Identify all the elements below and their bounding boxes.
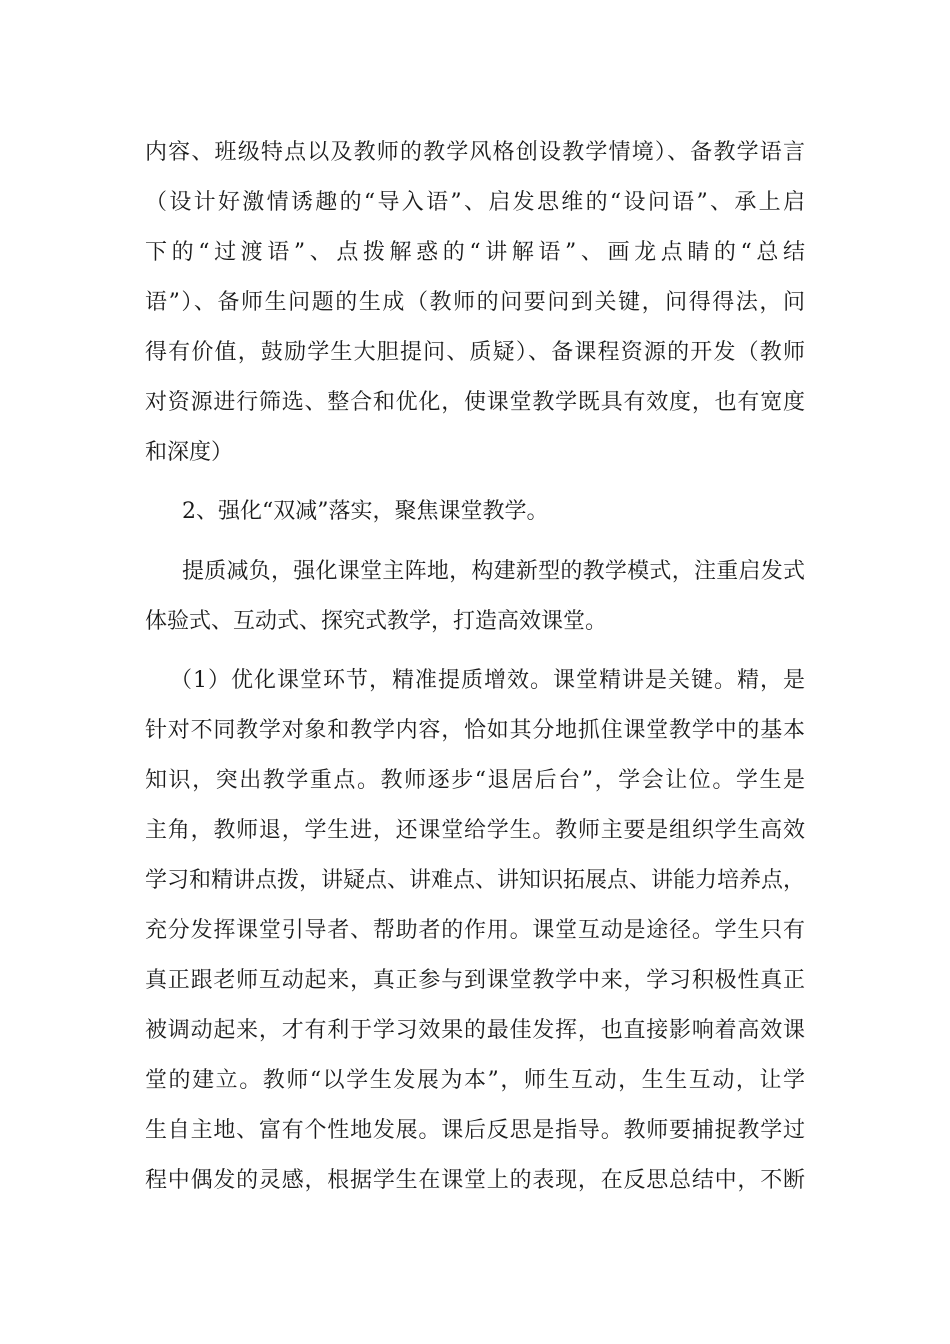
paragraph-line: （1）优化课堂环节，精准提质增效。课堂精讲是关键。精，是 xyxy=(170,668,805,693)
paragraph-line: 生自主地、富有个性地发展。课后反思是指导。教师要捕捉教学过 xyxy=(145,1118,805,1143)
paragraph-line: 内容、班级特点以及教师的教学风格创设教学情境）、备教学语言 xyxy=(145,140,805,165)
paragraph-line: 对资源进行筛选、整合和优化，使课堂教学既具有效度，也有宽度 xyxy=(145,390,805,415)
paragraph-line: 得有价值，鼓励学生大胆提问、质疑）、备课程资源的开发（教师 xyxy=(145,340,805,365)
paragraph-line: 充分发挥课堂引导者、帮助者的作用。课堂互动是途径。学生只有 xyxy=(145,918,805,943)
paragraph-line: （设计好激情诱趣的“导入语”、启发思维的“设问语”、承上启 xyxy=(145,190,805,215)
paragraph-line: 语”）、备师生问题的生成（教师的问要问到关键，问得得法，问 xyxy=(145,290,805,315)
paragraph-line: 和深度） xyxy=(145,440,234,465)
paragraph-line: 学习和精讲点拨，讲疑点、讲难点、讲知识拓展点、讲能力培养点， xyxy=(145,868,806,893)
paragraph-line: 主角，教师退，学生进，还课堂给学生。教师主要是组织学生高效 xyxy=(145,818,805,843)
paragraph-line: 被调动起来，才有利于学习效果的最佳发挥，也直接影响着高效课 xyxy=(145,1018,805,1043)
paragraph-line: 针对不同教学对象和教学内容，恰如其分地抓住课堂教学中的基本 xyxy=(145,718,805,743)
paragraph-line: 下的“过渡语”、点拨解惑的“讲解语”、画龙点睛的“总结 xyxy=(145,240,805,265)
paragraph-line: 真正跟老师互动起来，真正参与到课堂教学中来，学习积极性真正 xyxy=(145,968,805,993)
paragraph-line: 程中偶发的灵感，根据学生在课堂上的表现，在反思总结中，不断 xyxy=(145,1168,805,1193)
paragraph-line: 知识，突出教学重点。教师逐步“退居后台”，学会让位。学生是 xyxy=(145,768,805,793)
section-heading: 2、强化“双减”落实，聚焦课堂教学。 xyxy=(182,499,549,524)
paragraph-line: 体验式、互动式、探究式教学，打造高效课堂。 xyxy=(145,609,608,634)
paragraph-line: 堂的建立。教师“以学生发展为本”，师生互动，生生互动，让学 xyxy=(145,1068,805,1093)
paragraph-line: 提质减负，强化课堂主阵地，构建新型的教学模式，注重启发式 xyxy=(182,559,805,584)
